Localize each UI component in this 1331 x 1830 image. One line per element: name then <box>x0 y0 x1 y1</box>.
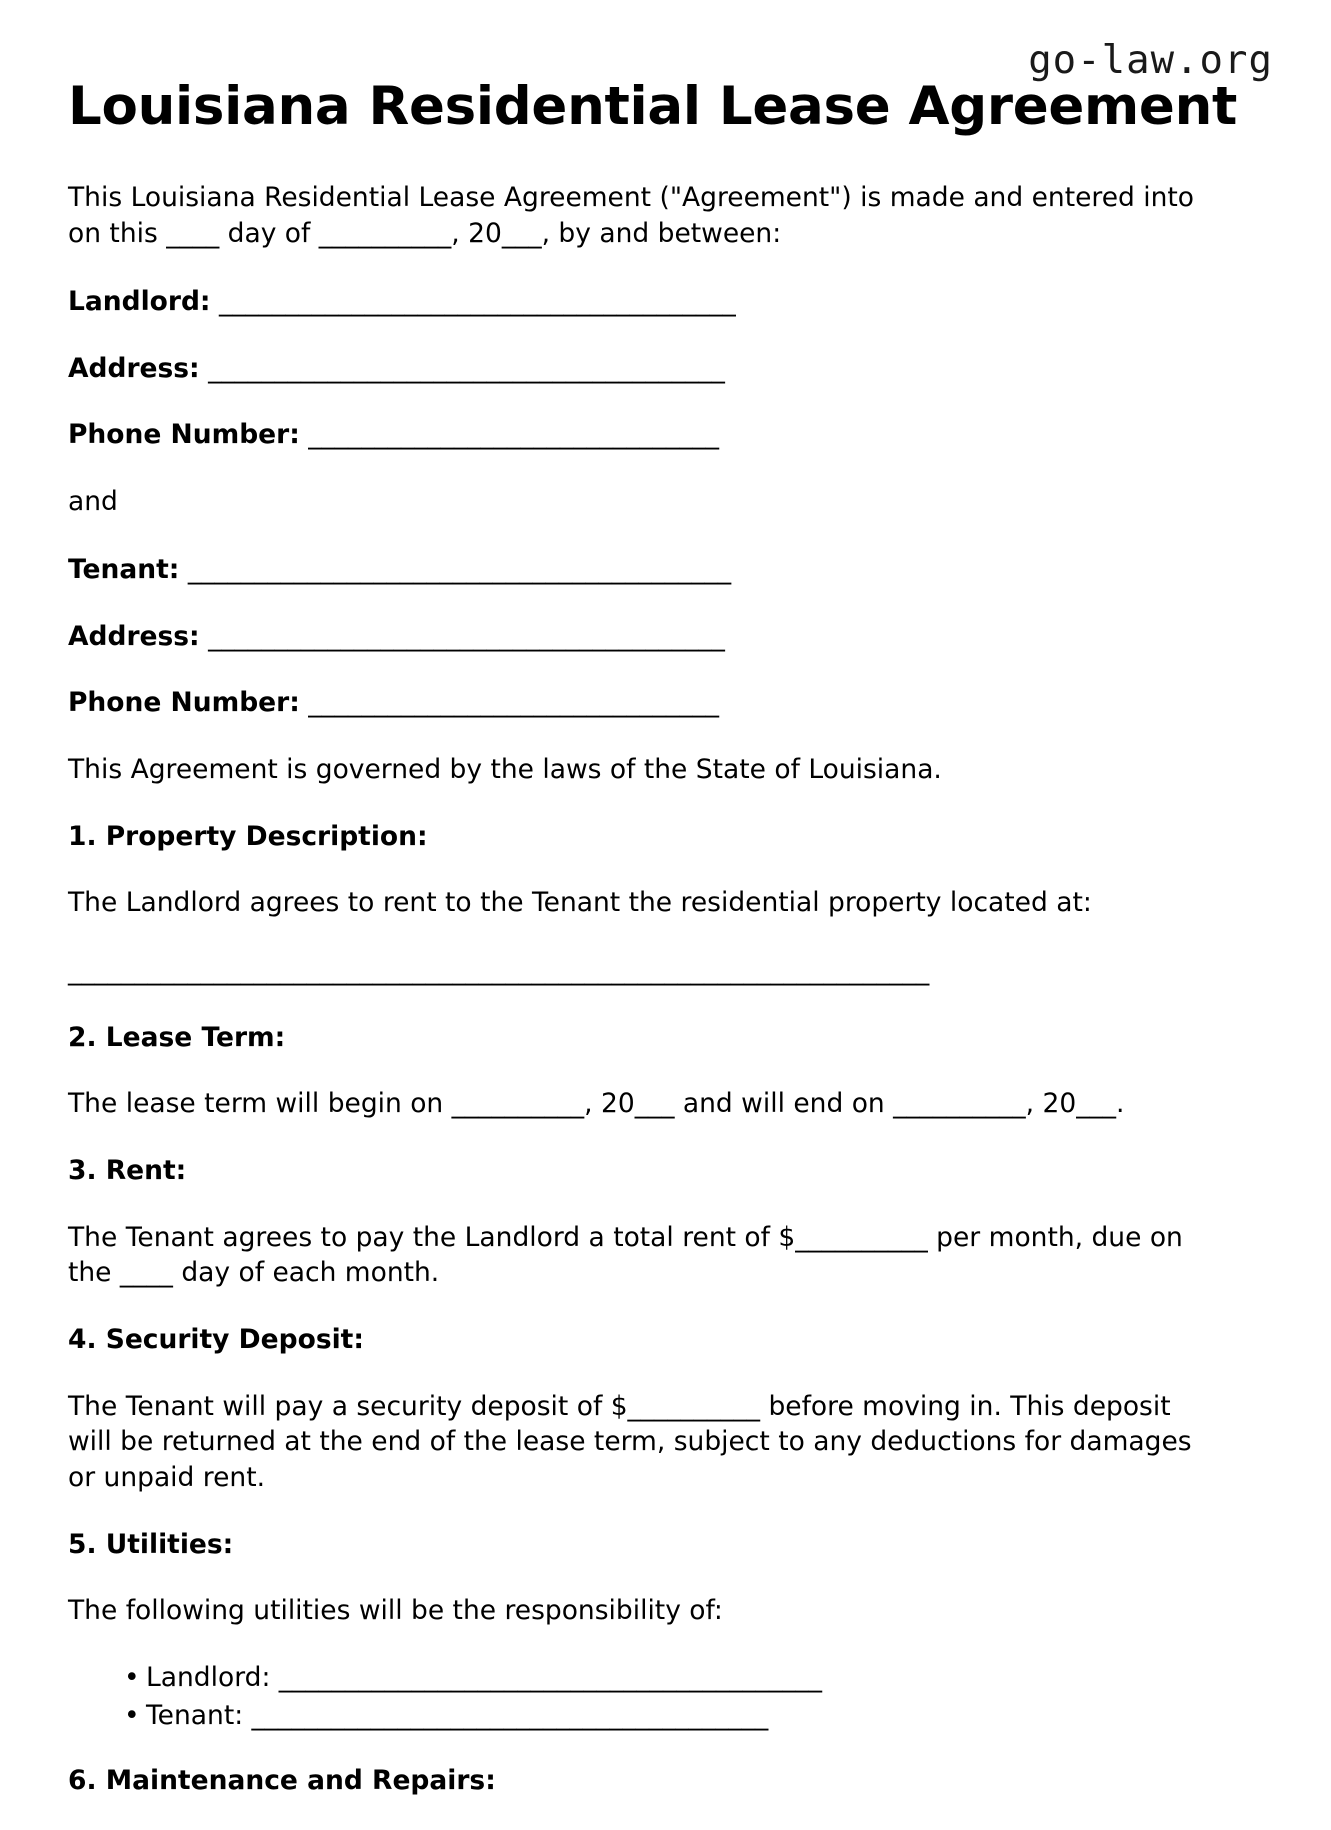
landlord-name-label: Landlord: <box>68 285 211 317</box>
tenant-phone-label: Phone Number: <box>68 687 300 719</box>
section-body-security-deposit: The Tenant will pay a security deposit of $__________ before moving in. This deposit will be returned at the end of the lease term, subject to any deductions for damages or unpaid rent. <box>68 1390 1192 1494</box>
tenant-address-label: Address: <box>68 620 200 652</box>
tenant-address-blank[interactable]: _______________________________________ <box>208 620 725 652</box>
intro-paragraph: This Louisiana Residential Lease Agreement ("Agreement") is made and entered into on this ____ day of __________, 20___, by and between: <box>68 182 1195 250</box>
property-address-blank[interactable]: _________________________________________________________________ <box>68 955 930 987</box>
landlord-phone-label: Phone Number: <box>68 419 300 451</box>
section-heading-security-deposit: 4. Security Deposit: <box>68 1324 364 1356</box>
tenant-name-label: Tenant: <box>68 553 180 585</box>
list-item[interactable]: • Tenant: _______________________________________ <box>124 1697 1198 1735</box>
utilities-list <box>68 1659 1198 1734</box>
section-body-rent: The Tenant agrees to pay the Landlord a total rent of $__________ per month, due on the ____ day of each month. <box>68 1221 1183 1289</box>
landlord-name-field <box>68 284 1198 320</box>
governing-law-paragraph: This Agreement is governed by the laws of the State of Louisiana. <box>68 754 942 786</box>
tenant-phone-blank[interactable]: _______________________________ <box>308 687 720 719</box>
landlord-address-blank[interactable]: _______________________________________ <box>208 352 725 384</box>
tenant-address-field <box>68 619 1198 655</box>
section-body-utilities: The following utilities will be the responsibility of: <box>68 1595 723 1627</box>
site-watermark: go-law.org <box>1028 38 1273 83</box>
section-body-property-description: The Landlord agrees to rent to the Tenant the residential property located at: <box>68 887 1092 919</box>
landlord-phone-blank[interactable]: _______________________________ <box>308 419 720 451</box>
landlord-phone-field <box>68 417 1198 453</box>
section-heading-utilities: 5. Utilities: <box>68 1528 234 1560</box>
section-heading-lease-term: 2. Lease Term: <box>68 1021 286 1053</box>
tenant-name-field <box>68 552 1198 588</box>
section-heading-property-description: 1. Property Description: <box>68 820 428 852</box>
list-item[interactable]: • Landlord: _________________________________________ <box>124 1659 1198 1697</box>
landlord-name-blank[interactable]: _______________________________________ <box>218 285 736 317</box>
conjunction-and: and <box>68 486 118 518</box>
section-body-lease-term: The lease term will begin on __________, 20___ and will end on __________, 20___. <box>68 1088 1125 1120</box>
landlord-address-field <box>68 351 1198 387</box>
landlord-address-label: Address: <box>68 352 200 384</box>
section-heading-rent: 3. Rent: <box>68 1155 187 1187</box>
tenant-phone-field <box>68 685 1198 721</box>
page-title: Louisiana Residential Lease Agreement <box>68 76 1238 137</box>
tenant-name-blank[interactable]: _________________________________________ <box>187 553 732 585</box>
section-heading-maintenance-and-repairs: 6. Maintenance and Repairs: <box>68 1765 496 1797</box>
document-content <box>68 76 1238 1830</box>
